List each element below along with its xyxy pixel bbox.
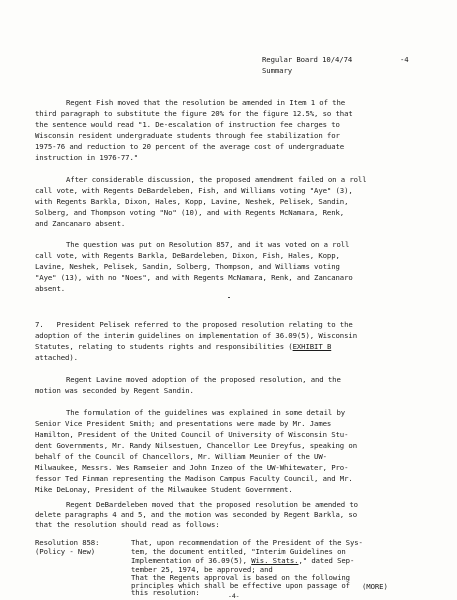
text-line: Wisconsin resident undergraduate students through fee stabilization for bbox=[35, 131, 340, 140]
text-line: Regent DeBardeleben moved that the proposed resolution be amended to bbox=[66, 500, 358, 509]
text-line: That, upon recommendation of the President of the Sys- bbox=[131, 538, 363, 547]
text-line: adoption of the interim guidelines on implementation of 36.09(5), Wisconsin bbox=[35, 331, 357, 340]
text-line: instruction in 1976-77." bbox=[35, 153, 139, 162]
text-line: That the Regents approval is based on the following bbox=[131, 573, 350, 582]
text-line: Milwaukee, Messrs. Wes Ramseier and John Inzeo of the UW-Whitewater, Pro- bbox=[35, 463, 349, 472]
text-line: Solberg, and Thompson voting "No" (10), and with Regents McNamara, Renk, bbox=[35, 208, 345, 217]
text-line: call vote, with Regents Barkla, DeBardeleben, Dixon, Fish, Hales, Kopp, bbox=[35, 251, 340, 260]
text-line bbox=[35, 342, 331, 352]
text-line: fessor Ted Finman representing the Madison Campus Faculty Council, and Mr. bbox=[35, 474, 353, 483]
text-line: tem, the document entitled, "Interim Guidelines on bbox=[131, 547, 346, 556]
header-title: Regular Board 10/4/74 bbox=[262, 55, 353, 64]
resolution-label: Resolution 858: bbox=[35, 538, 100, 547]
resolution-policy-label: (Policy - New) bbox=[35, 547, 96, 556]
text-line: that the resolution should read as follows: bbox=[35, 520, 220, 529]
text-line: dent Governments, Mr. Randy Nilsestuen, Chancellor Lee Dreyfus, speaking on bbox=[35, 441, 357, 450]
text-line: The formulation of the guidelines was explained in some detail by bbox=[66, 408, 346, 417]
more-indicator: (MORE) bbox=[362, 582, 388, 591]
text-line: Regent Lavine moved adoption of the proposed resolution, and the bbox=[66, 375, 341, 384]
text-line: "Aye" (13), with no "Noes", and with Regents McNamara, Renk, and Zancanaro bbox=[35, 273, 353, 282]
text-line: After considerable discussion, the proposed amendment failed on a roll bbox=[66, 175, 367, 184]
wis-stats-reference: Wis. Stats. bbox=[251, 556, 299, 565]
text-line: call vote, with Regents DeBardeleben, Fish, and Williams voting "Aye" (3), bbox=[35, 186, 353, 195]
text-line: with Regents Barkla, Dixon, Hales, Kopp, Lavine, Neshek, Pelisek, Sandin, bbox=[35, 197, 349, 206]
text-line: Hamilton, President of the United Council of University of Wisconsin Stu- bbox=[35, 430, 349, 439]
text-line: and Zancanaro absent. bbox=[35, 219, 126, 228]
text-line: motion was seconded by Regent Sandin. bbox=[35, 386, 194, 395]
stray-mark bbox=[228, 297, 230, 298]
text-line: Regent Fish moved that the resolution be amended in Item 1 of the bbox=[66, 98, 346, 107]
text-segment: Statutes, relating to students rights and responsibilities ( bbox=[35, 342, 293, 351]
text-line: The question was put on Resolution 857, and it was voted on a roll bbox=[66, 240, 350, 249]
text-segment: Implementation of 36.09(5), bbox=[131, 556, 252, 565]
exhibit-b-link[interactable]: EXHIBIT B bbox=[292, 342, 332, 351]
text-line: the sentence would read "1. De-escalation of instruction fee charges to bbox=[35, 120, 340, 129]
text-line: third paragraph to substitute the figure 20% for the figure 12.5%, so that bbox=[35, 109, 353, 118]
text-line: absent. bbox=[35, 284, 66, 293]
text-line: principles which shall be effective upon passage of bbox=[131, 581, 350, 590]
text-line: this resolution: bbox=[131, 588, 200, 597]
text-line: Senior Vice President Smith; and presentations were made by Mr. James bbox=[35, 419, 332, 428]
text-line: Mike DeLonay, President of the Milwaukee Student Government. bbox=[35, 485, 293, 494]
text-line: Lavine, Neshek, Pelisek, Sandin, Solberg, Thompson, and Williams voting bbox=[35, 262, 340, 271]
text-line: tember 25, 1974, be approved; and bbox=[131, 565, 273, 574]
text-segment: ," dated Sep- bbox=[298, 556, 355, 565]
header-subtitle: Summary bbox=[262, 66, 293, 75]
text-line: behalf of the Council of Chancellors, Mr. William Meunier of the UW- bbox=[35, 452, 327, 461]
page-footer: -4- bbox=[228, 592, 240, 600]
text-line: 7. President Pelisek referred to the proposed resolution relating to the bbox=[35, 320, 353, 329]
header-page-marker: -4 bbox=[400, 55, 409, 64]
text-line: 1975-76 and reduction to 20 percent of the average cost of undergraduate bbox=[35, 142, 345, 151]
text-line: attached). bbox=[35, 353, 78, 362]
text-line: delete paragraphs 4 and 5, and the motion was seconded by Regent Barkla, so bbox=[35, 510, 357, 519]
